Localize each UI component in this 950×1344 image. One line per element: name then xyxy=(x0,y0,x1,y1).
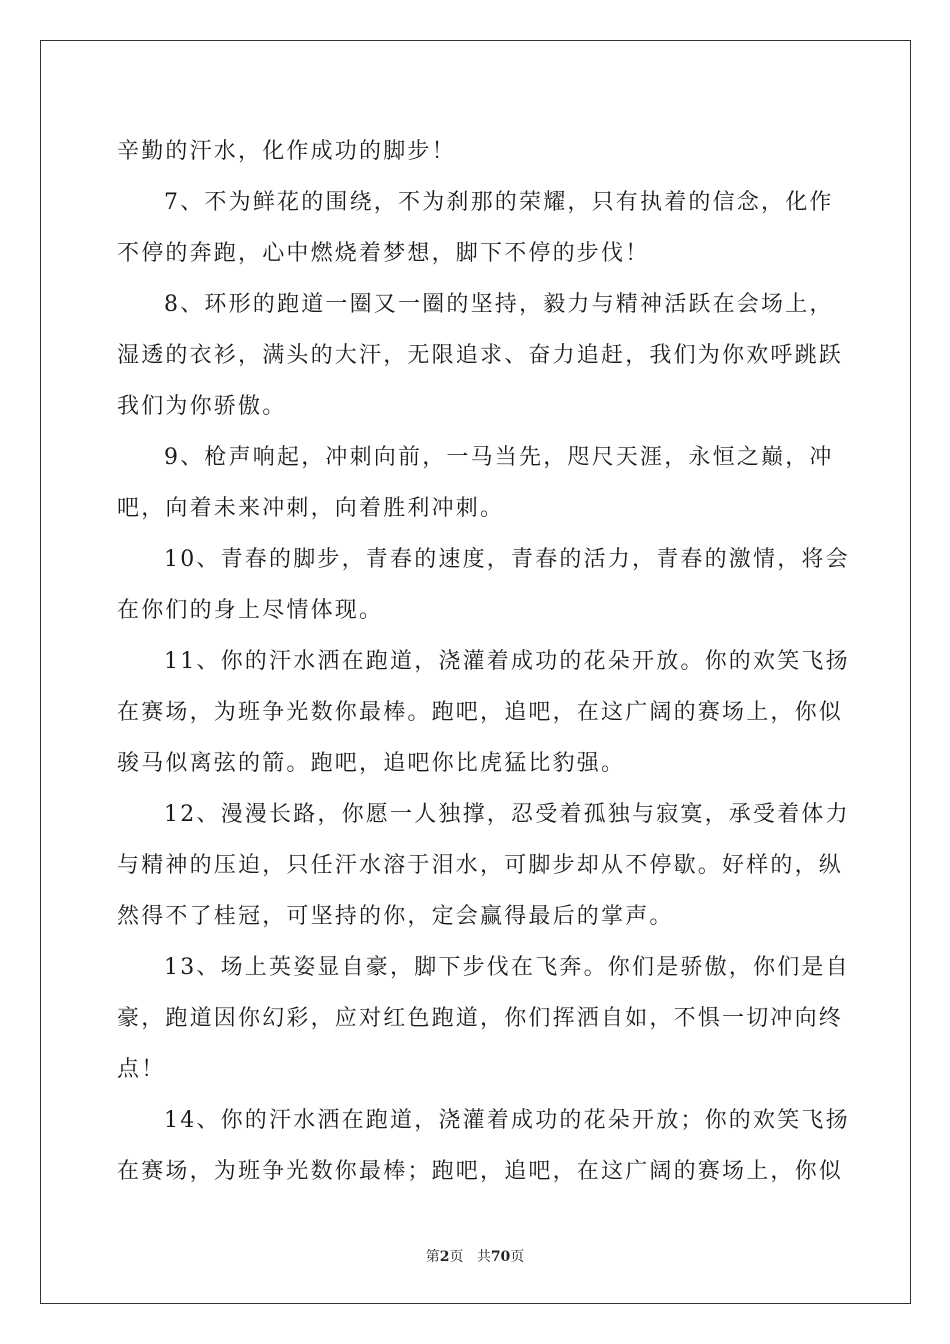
document-body xyxy=(117,126,850,1197)
total-suffix: 页 xyxy=(510,1249,525,1265)
text-line: 12、漫漫长路，你愿一人独撑，忍受着孤独与寂寞，承受着体力 xyxy=(164,802,850,827)
text-line: 豪，跑道因你幻彩，应对红色跑道，你们挥洒自如，不惧一切冲向终 xyxy=(117,1006,844,1031)
text-line: 13、场上英姿显自豪，脚下步伐在飞奔。你们是骄傲，你们是自 xyxy=(164,955,850,980)
text-line: 骏马似离弦的箭。跑吧，追吧你比虎猛比豹强。 xyxy=(117,751,626,776)
text-line: 9、枪声响起，冲刺向前，一马当先，咫尺天涯，永恒之巅，冲 xyxy=(164,445,834,470)
total-prefix: 共 xyxy=(476,1249,491,1265)
text-line: 10、青春的脚步，青春的速度，青春的活力，青春的激情，将会 xyxy=(164,547,850,572)
text-line: 在你们的身上尽情体现。 xyxy=(117,598,384,623)
text-line: 吧，向着未来冲刺，向着胜利冲刺。 xyxy=(117,496,505,521)
text-line: 7、不为鲜花的围绕，不为刹那的荣耀，只有执着的信念，化作 xyxy=(164,190,834,215)
page-prefix: 第 xyxy=(425,1249,440,1265)
text-line: 在赛场，为班争光数你最棒；跑吧，追吧，在这广阔的赛场上，你似 xyxy=(117,1159,844,1184)
total-pages: 70 xyxy=(490,1249,511,1265)
text-line: 8、环形的跑道一圈又一圈的坚持，毅力与精神活跃在会场上， xyxy=(164,292,834,317)
page-suffix: 页 xyxy=(449,1249,464,1265)
page-footer xyxy=(0,1246,950,1266)
text-line: 辛勤的汗水，化作成功的脚步！ xyxy=(117,139,456,164)
text-line: 11、你的汗水洒在跑道，浇灌着成功的花朵开放。你的欢笑飞扬 xyxy=(164,649,850,674)
text-line: 我们为你骄傲。 xyxy=(117,394,287,419)
text-line: 然得不了桂冠，可坚持的你，定会赢得最后的掌声。 xyxy=(117,904,674,929)
text-line: 在赛场，为班争光数你最棒。跑吧，追吧，在这广阔的赛场上，你似 xyxy=(117,700,844,725)
text-line: 湿透的衣衫，满头的大汗，无限追求、奋力追赶，我们为你欢呼跳跃 xyxy=(117,343,844,368)
text-line: 与精神的压迫，只任汗水溶于泪水，可脚步却从不停歇。好样的，纵 xyxy=(117,853,844,878)
text-line: 不停的奔跑，心中燃烧着梦想，脚下不停的步伐！ xyxy=(117,241,650,266)
page-number: 2 xyxy=(439,1249,450,1265)
text-line: 点！ xyxy=(117,1057,166,1082)
text-line: 14、你的汗水洒在跑道，浇灌着成功的花朵开放；你的欢笑飞扬 xyxy=(164,1108,850,1133)
